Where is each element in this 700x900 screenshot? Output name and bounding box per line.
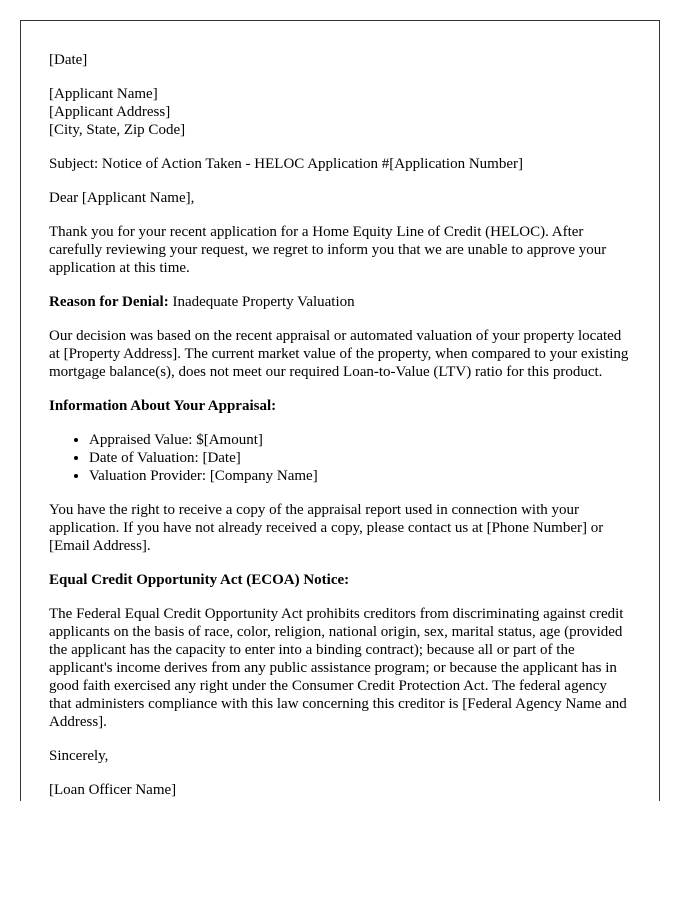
denial-reason-value: Inadequate Property Valuation (168, 294, 355, 310)
recipient-address: [Applicant Address] (49, 104, 171, 120)
denial-reason-label: Reason for Denial: (49, 294, 169, 310)
appraisal-item-date: • Date of Valuation: [Date] (89, 449, 631, 467)
recipient-city-line: [City, State, Zip Code] (49, 122, 186, 138)
recipient-name: [Applicant Name] (49, 86, 158, 102)
letter-salutation: Dear [Applicant Name], (49, 190, 195, 206)
ecoa-heading: Equal Credit Opportunity Act (ECOA) Notice: (49, 572, 350, 588)
recipient-block (49, 85, 631, 139)
appraisal-heading: Information About Your Appraisal: (49, 398, 277, 414)
letter-page (20, 20, 660, 801)
decision-paragraph: Our decision was based on the recent appraisal or automated valuation of your property located at [Property Address]. The current market value of the property, when compared to your existing mortgage balance(s), does not meet our required Loan-to-Value (LTV) ratio for this product. (49, 328, 629, 380)
letter-date: [Date] (49, 52, 88, 68)
letter-subject: Subject: Notice of Action Taken - HELOC Application #[Application Number] (49, 156, 523, 172)
intro-paragraph: Thank you for your recent application for a Home Equity Line of Credit (HELOC). After carefully reviewing your request, we regret to inform you that we are unable to approve your application at this time. (49, 224, 607, 276)
letter-signature: [Loan Officer Name] (49, 782, 177, 798)
appraisal-item-provider: • Valuation Provider: [Company Name] (89, 467, 631, 485)
appraisal-item-value: • Appraised Value: $[Amount] (89, 431, 631, 449)
ecoa-paragraph: The Federal Equal Credit Opportunity Act prohibits creditors from discriminating against credit applicants on the basis of race, color, religion, national origin, sex, marital status, age (provided the applicant has the capacity to enter into a binding contract); because all or part of the applicant's income derives from any public assistance program; or because the applicant has in good faith exercised any right under the Consumer Credit Protection Act. The federal agency that administers compliance with this law concerning this creditor is [Federal Agency Name and Address]. (49, 606, 627, 730)
appraisal-details-list (49, 431, 631, 485)
letter-closing: Sincerely, (49, 748, 109, 764)
rights-paragraph: You have the right to receive a copy of the appraisal report used in connection with your application. If you have not already received a copy, please contact us at [Phone Number] or [Email Address]. (49, 502, 604, 554)
denial-reason (49, 293, 631, 311)
